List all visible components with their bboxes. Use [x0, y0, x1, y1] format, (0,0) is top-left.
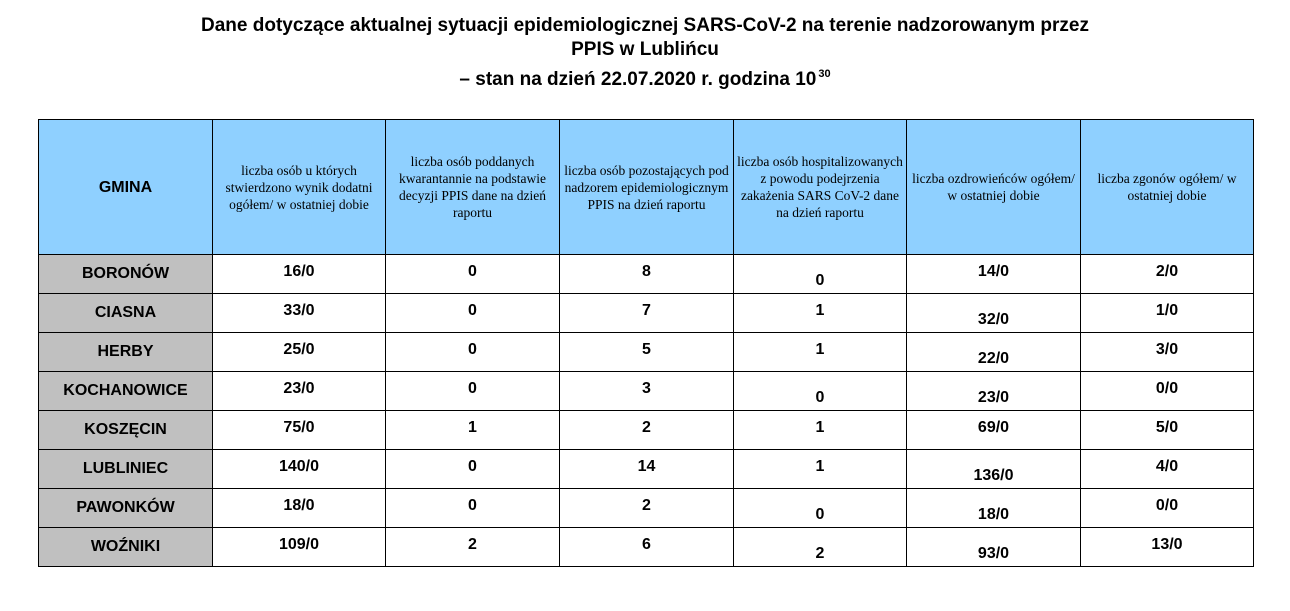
cell-supervision: 8 — [560, 255, 734, 294]
column-header-hospitalized: liczba osób hospitalizowanych z powodu podejrzenia zakażenia SARS CoV-2 dane na dzień raportu — [734, 120, 907, 255]
table-row — [39, 528, 1254, 567]
table-row — [39, 255, 1254, 294]
column-header-positive: liczba osób u których stwierdzono wynik dodatni ogółem/ w ostatniej dobie — [213, 120, 386, 255]
cell-hospitalized: 0 — [734, 255, 907, 294]
cell-recovered: 136/0 — [907, 450, 1081, 489]
cell-deaths: 0/0 — [1081, 372, 1254, 411]
cell-hospitalized: 1 — [734, 411, 907, 450]
cell-recovered: 32/0 — [907, 294, 1081, 333]
table-header-row — [39, 120, 1254, 255]
cell-positive: 75/0 — [213, 411, 386, 450]
title-line-2: PPIS w Lublińcu — [571, 39, 719, 60]
epidemiological-table — [38, 119, 1254, 567]
cell-hospitalized: 2 — [734, 528, 907, 567]
column-header-supervision: liczba osób pozostających pod nadzorem epidemiologicznym PPIS na dzień raportu — [560, 120, 734, 255]
cell-deaths: 1/0 — [1081, 294, 1254, 333]
cell-gmina: HERBY — [39, 333, 213, 372]
cell-quarantine: 0 — [386, 372, 560, 411]
cell-recovered: 23/0 — [907, 372, 1081, 411]
cell-positive: 23/0 — [213, 372, 386, 411]
cell-recovered: 18/0 — [907, 489, 1081, 528]
cell-positive: 140/0 — [213, 450, 386, 489]
cell-supervision: 2 — [560, 489, 734, 528]
column-header-recovered: liczba ozdrowieńców ogółem/ w ostatniej dobie — [907, 120, 1081, 255]
cell-deaths: 5/0 — [1081, 411, 1254, 450]
cell-deaths: 2/0 — [1081, 255, 1254, 294]
cell-deaths: 0/0 — [1081, 489, 1254, 528]
cell-quarantine: 1 — [386, 411, 560, 450]
cell-hospitalized: 1 — [734, 450, 907, 489]
cell-quarantine: 2 — [386, 528, 560, 567]
title-line-1: Dane dotyczące aktualnej sytuacji epidemiologicznej SARS-CoV-2 na terenie nadzorowanym przez — [201, 15, 1089, 36]
cell-recovered: 22/0 — [907, 333, 1081, 372]
table-row — [39, 489, 1254, 528]
cell-quarantine: 0 — [386, 450, 560, 489]
cell-quarantine: 0 — [386, 255, 560, 294]
cell-quarantine: 0 — [386, 333, 560, 372]
cell-quarantine: 0 — [386, 489, 560, 528]
title-date-text: – stan na dzień 22.07.2020 r. godzina 10 — [459, 69, 817, 90]
table-row — [39, 333, 1254, 372]
cell-hospitalized: 0 — [734, 372, 907, 411]
cell-gmina: KOSZĘCIN — [39, 411, 213, 450]
cell-hospitalized: 0 — [734, 489, 907, 528]
cell-deaths: 3/0 — [1081, 333, 1254, 372]
cell-deaths: 13/0 — [1081, 528, 1254, 567]
cell-hospitalized: 1 — [734, 333, 907, 372]
cell-supervision: 14 — [560, 450, 734, 489]
document-title — [0, 14, 1290, 92]
cell-gmina: WOŹNIKI — [39, 528, 213, 567]
cell-recovered: 69/0 — [907, 411, 1081, 450]
table-row — [39, 294, 1254, 333]
table-row — [39, 372, 1254, 411]
cell-positive: 109/0 — [213, 528, 386, 567]
cell-positive: 33/0 — [213, 294, 386, 333]
cell-recovered: 93/0 — [907, 528, 1081, 567]
cell-positive: 25/0 — [213, 333, 386, 372]
cell-deaths: 4/0 — [1081, 450, 1254, 489]
cell-gmina: KOCHANOWICE — [39, 372, 213, 411]
cell-supervision: 2 — [560, 411, 734, 450]
column-header-deaths: liczba zgonów ogółem/ w ostatniej dobie — [1081, 120, 1254, 255]
cell-supervision: 5 — [560, 333, 734, 372]
cell-supervision: 7 — [560, 294, 734, 333]
table-row — [39, 450, 1254, 489]
table-body — [39, 255, 1254, 567]
cell-supervision: 6 — [560, 528, 734, 567]
cell-supervision: 3 — [560, 372, 734, 411]
cell-positive: 16/0 — [213, 255, 386, 294]
cell-quarantine: 0 — [386, 294, 560, 333]
title-time-superscript: 30 — [818, 68, 831, 80]
cell-recovered: 14/0 — [907, 255, 1081, 294]
cell-hospitalized: 1 — [734, 294, 907, 333]
cell-gmina: BORONÓW — [39, 255, 213, 294]
cell-gmina: LUBLINIEC — [39, 450, 213, 489]
column-header-gmina: GMINA — [39, 120, 213, 255]
column-header-quarantine: liczba osób poddanych kwarantannie na podstawie decyzji PPIS dane na dzień raportu — [386, 120, 560, 255]
cell-positive: 18/0 — [213, 489, 386, 528]
title-line-3 — [0, 62, 1290, 92]
table-row — [39, 411, 1254, 450]
cell-gmina: PAWONKÓW — [39, 489, 213, 528]
cell-gmina: CIASNA — [39, 294, 213, 333]
